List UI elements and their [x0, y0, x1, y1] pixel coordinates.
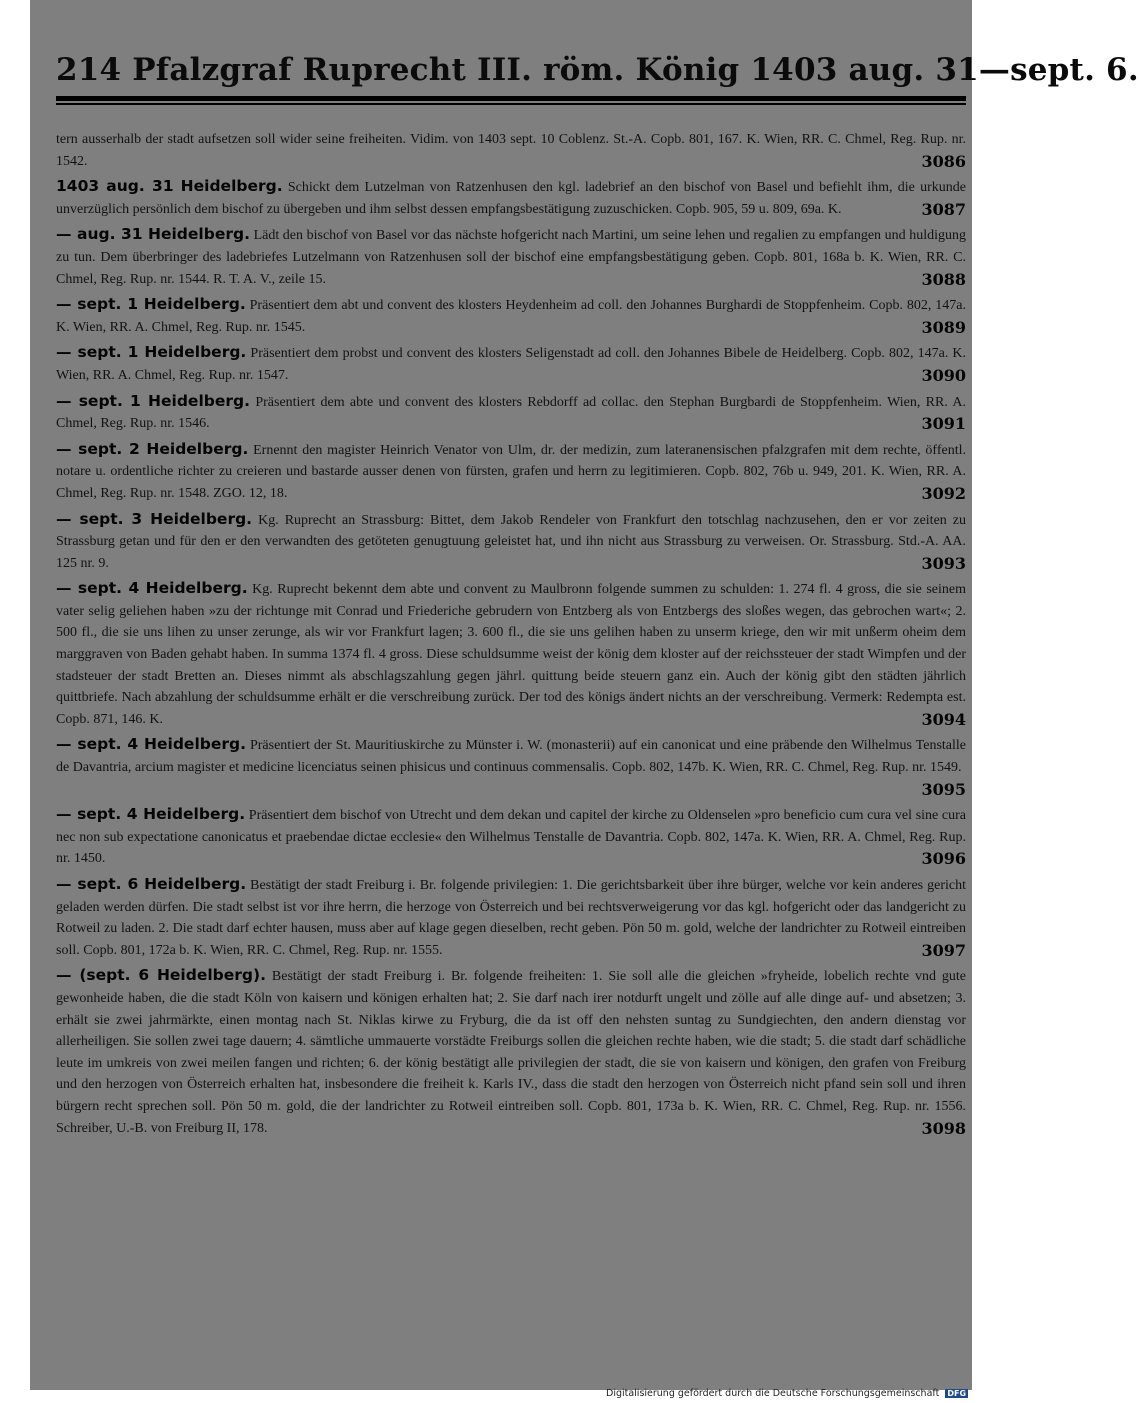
regest-entry — [56, 391, 966, 435]
entry-date: — sept. 2 Heidelberg. — [56, 439, 249, 458]
regest-entry — [56, 578, 966, 730]
entry-number: 3088 — [921, 269, 966, 289]
regest-entry — [56, 874, 966, 961]
regest-entry — [56, 294, 966, 338]
entry-date: — sept. 4 Heidelberg. — [56, 805, 246, 824]
entry-date: — sept. 1 Heidelberg. — [56, 391, 250, 410]
entry-text: Schickt dem Lutzelman von Ratzenhusen den kgl. ladebrief an den bischof von Basel und befiehlt ihm, die urkunde unverzüglich persönlich dem bischof zu übergeben und ihm selbst dessen empfangsbestätigung zuzuschicken. Copb. 905, 59 u. 809, 69a. K. — [56, 180, 966, 217]
entry-date: — sept. 4 Heidelberg. — [56, 735, 246, 754]
entry-number: 3097 — [921, 940, 966, 960]
entry-number: 3089 — [921, 317, 966, 337]
entry-date: — (sept. 6 Heidelberg). — [56, 966, 266, 985]
entry-number: 3093 — [921, 553, 966, 573]
entry-date: — sept. 3 Heidelberg. — [56, 509, 253, 528]
entry-date: — sept. 1 Heidelberg. — [56, 343, 247, 362]
entry-date: — sept. 6 Heidelberg. — [56, 875, 247, 893]
page-title: 214 Pfalzgraf Ruprecht III. röm. König 1403 aug. 31—sept. 6. — [56, 52, 1139, 88]
header-rule-thick — [56, 96, 966, 101]
scanned-page — [30, 0, 1139, 1390]
entry-number: 3092 — [921, 483, 966, 503]
entry-text: tern ausserhalb der stadt aufsetzen soll wider seine freiheiten. Vidim. von 1403 sept. 10 Coblenz. St.-A. Copb. 801, 167. K. Wien, RR. C. Chmel, Reg. Rup. nr. 1542. — [56, 132, 966, 169]
entry-number: 3095 — [921, 779, 966, 799]
dfg-logo: DFG — [947, 1389, 967, 1398]
entry-text: Ernennt den magister Heinrich Venator von Ulm, dr. der medizin, zum lateranensischen pfalzgrafen mit dem rechte, öffentl. notare u. ordentliche richter zu creieren und bastarde ausser denen von fürsten, grafen und herrn zu legitimieren. Copb. 802, 76b u. 949, 201. K. Wien, RR. A. Chmel, Reg. Rup. nr. 1548. ZGO. 12, 18. — [56, 442, 966, 501]
entry-text: Kg. Ruprecht an Strassburg: Bittet, dem Jakob Rendeler von Frankfurt den totschlag nachzusehen, den er vor zeiten zu Strassburg getan und für den er den verwandten des getöteten genugtuung geleistet hat, und ihn nicht aus Strassburg zu verweisen. Or. Strassburg. Std.-A. AA. 125 nr. 9. — [56, 512, 967, 571]
entry-number: 3090 — [921, 365, 966, 385]
regest-entry — [56, 128, 966, 172]
digitization-credit — [606, 1388, 968, 1399]
regest-entry — [56, 176, 966, 220]
entry-number: 3098 — [921, 1118, 966, 1138]
entry-text: Präsentiert der St. Mauritiuskirche zu Münster i. W. (monasterii) auf ein canonicat und eine präbende den Wilhelmus Tenstalle de Davantria, arcium magister et medicine licenciatus seinen phisicus und continuus commensalis. Copb. 802, 147b. K. Wien, RR. C. Chmel, Reg. Rup. nr. 1549. — [56, 738, 966, 776]
entry-text: Kg. Ruprecht bekennt dem abte und convent zu Maulbronn folgende summen zu schulden: 1. 274 fl. 4 gross, die sie seinem vater selig geliehen haben »zu der richtunge mit Conrad und Friederiche gebrudern von Entzberg als von Entzbergs des sloßes wegen, das gebrochen wart«; 2. 500 fl., die sie uns lihen zu unser zerunge, als wir vor Frankfurt lagen; 3. 600 fl., die sie uns gelihen haben zu unserm kriege, den wir mit unßerm oheim dem marggraven von Baden gehabt haben. In summa 1374 fl. 4 gross. Diese schuldsumme weist der könig dem kloster auf der reichssteuer der stadt Wimpfen und der stadsteuer der stadt Bretten an. Dieses nimmt als abschlagszahlung gegen jährl. quittung beide steuern ganz ein. Auch der könig gibt den städten jährlich quittbriefe. Nach abzahlung der schuldsumme erhält er die verschreibung zurück. Der tod des königs ändert nichts an der verschreibung. Vermerk: Redempta est. Copb. 871, 146. K. — [56, 582, 967, 727]
entry-number: 3086 — [921, 151, 966, 171]
entry-text: Präsentiert dem probst und convent des klosters Seligenstadt ad coll. den Johannes Bibele de Heidelberg. Copb. 802, 147a. K. Wien, RR. A. Chmel, Reg. Rup. nr. 1547. — [56, 346, 967, 383]
entry-date: — sept. 4 Heidelberg. — [56, 579, 248, 598]
entry-number: 3087 — [921, 199, 966, 219]
regest-entry — [56, 342, 966, 386]
entry-date: 1403 aug. 31 Heidelberg. — [56, 177, 283, 196]
entry-text: Präsentiert dem abt und convent des klosters Heydenheim ad coll. den Johannes Burghardi de Stoppfenheim. Copb. 802, 147a. K. Wien, RR. A. Chmel, Reg. Rup. nr. 1545. — [56, 298, 967, 335]
entry-date: — aug. 31 Heidelberg. — [56, 225, 250, 244]
regest-entry — [56, 509, 966, 575]
entry-number: 3094 — [921, 709, 966, 729]
credit-text: Digitalisierung gefördert durch die Deutsche Forschungsgemeinschaft — [606, 1388, 940, 1399]
regesta-body — [56, 128, 966, 1143]
entry-text: Bestätigt der stadt Freiburg i. Br. folgende privilegien: 1. Die gerichtsbarkeit über ihre bürger, welche vor kein anderes gericht geladen werden dürfen. Die stadt selbst ist vor ihre herrn, die herzoge von Österreich und bei rechtsverweigerung vor das kgl. hofgericht oder das landgericht zu Rotweil zu laden. 2. Die stadt darf echter hausen, muss aber auf klage gegen dieselben, recht geben. Pön 50 m. gold, welche der landrichter zu Rotweil eintreiben soll. Copb. 801, 172a b. K. Wien, RR. C. Chmel, Reg. Rup. nr. 1555. — [56, 878, 967, 958]
regest-entry — [56, 439, 966, 505]
entry-text: Präsentiert dem bischof von Utrecht und dem dekan und capitel der kirche zu Oldenselen »pro beneficio cum cura vel sine cura nec non sub expectatione canonicatus et praebendae dictae ecclesie« den Wilhelmus Tenstalle de Davantria. Copb. 802, 147a. K. Wien, RR. A. Chmel, Reg. Rup. nr. 1450. — [56, 808, 967, 867]
entry-text: Lädt den bischof von Basel vor das nächste hofgericht nach Martini, um seine lehen und regalien zu empfangen und huldigung zu tun. Dem überbringer des ladebriefes Lutzelmann von Ratzenhusen soll der bischof eine empfangsbestätigung geben. Copb. 801, 168a b. K. Wien, RR. C. Chmel, Reg. Rup. nr. 1544. R. T. A. V., zeile 15. — [56, 228, 966, 287]
entry-text: Präsentiert dem abte und convent des klosters Rebdorff ad collac. den Stephan Burgbardi de Stoppfenheim. Wien, RR. A. Chmel, Reg. Rup. nr. 1546. — [56, 394, 967, 432]
regest-entry — [56, 804, 966, 870]
regest-entry — [56, 224, 966, 290]
header-rule-thin — [56, 103, 966, 105]
regest-entry — [56, 965, 966, 1139]
entry-text: Bestätigt der stadt Freiburg i. Br. folgende freiheiten: 1. Sie soll alle die gleichen »fryheide, lobelich rechte vnd gute gewonheide haben, die die stadt Köln von kaisern und königen erhalten hat; 2. Sie darf nach irer notdurft ungelt und zölle auf alle dinge auf- und absetzen; 3. erhält sie zwei jahrmärkte, einen montag nach St. Niklas kirwe zu Fryburg, die da ist off den nehsten suntag zu Sundgiechten, den andern dienstag vor allerheiligen. Sie sollen zwei tage dauern; 4. sämtliche ummauerte vorstädte Freiburgs sollen die gleichen rechte haben, wie die stadt; 5. die stadt darf schädliche leute im umkreis von zwei meilen fangen und richten; 6. der könig bestätigt alle privilegien der stadt, die sie von kaisern und königen, den grafen von Freiburg und den herzogen von Österreich erhalten hat, insbesondere die freiheit k. Karls IV., dass die stadt den herzogen von Österreich nicht pfand sein soll und ihren bürgern recht sprechen soll. Pön 50 m. gold, die der landrichter zu Rotweil eintreiben soll. Copb. 801, 173a b. K. Wien, RR. C. Chmel, Reg. Rup. nr. 1556. Schreiber, U.-B. von Freiburg II, 178. — [56, 969, 966, 1136]
entry-date: — sept. 1 Heidelberg. — [56, 295, 246, 314]
regest-entry — [56, 734, 966, 800]
entry-number: 3096 — [921, 849, 966, 869]
entry-number: 3091 — [921, 414, 966, 434]
